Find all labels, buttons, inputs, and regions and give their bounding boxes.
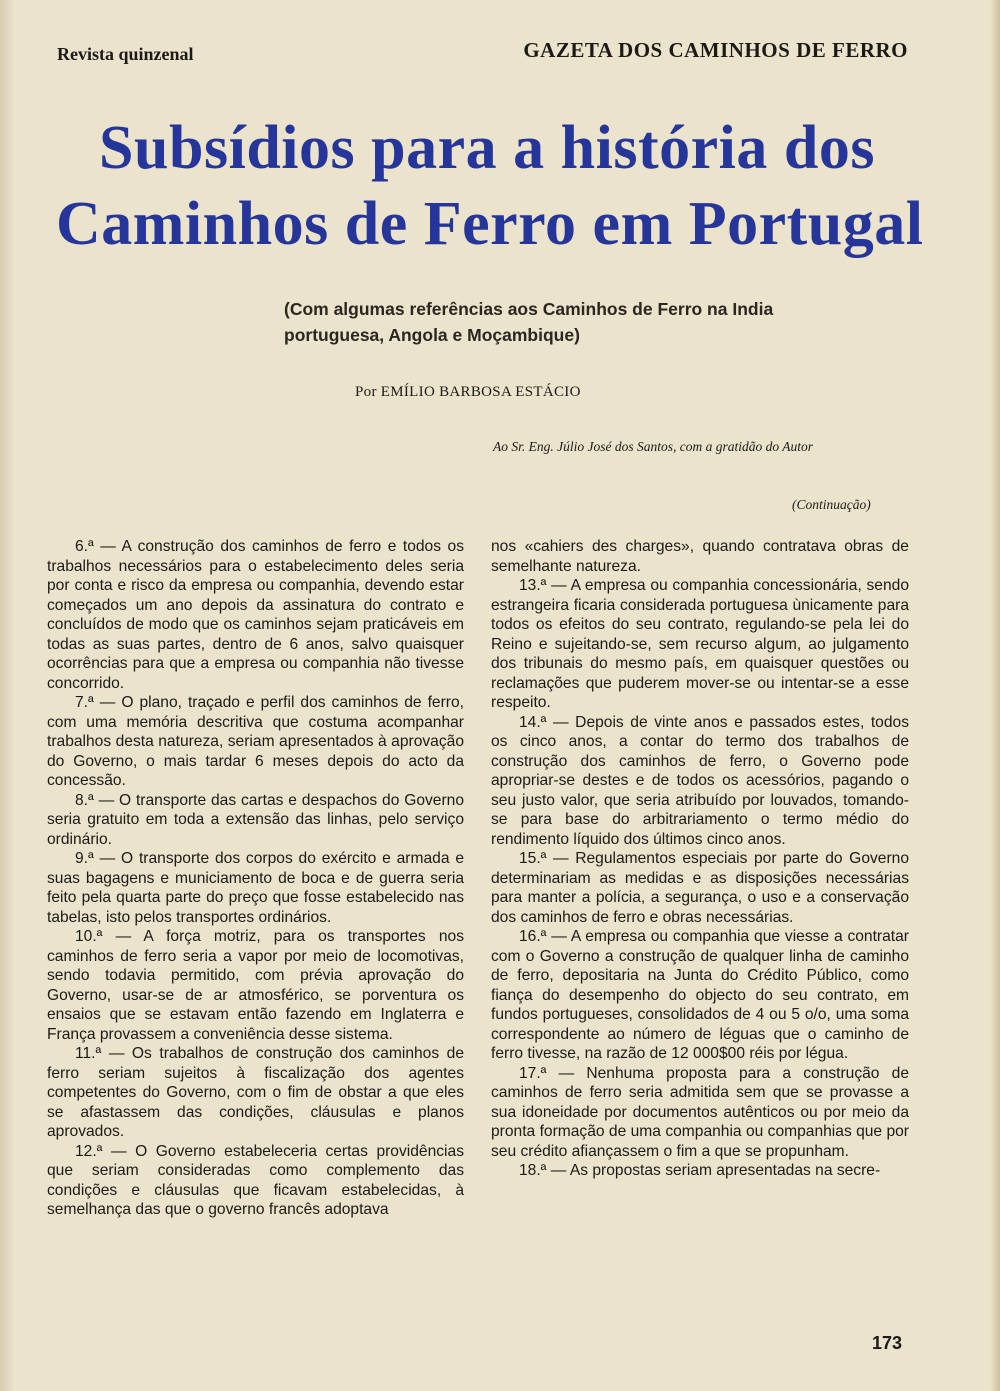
article-title-line-1: Subsídios para a história dos (99, 114, 875, 182)
clause-paragraph: 7.ª — O plano, traçado e perfil dos caminhos de ferro, com uma memória descritiva que costuma acompanhar trabalhos desta natureza, seriam apresentados à aprovação do Governo, o mais tardar 6 meses depois do acto da concessão. (47, 694, 464, 789)
author-byline: Por EMÍLIO BARBOSA ESTÁCIO (355, 384, 581, 400)
clause-paragraph: 6.ª — A construção dos caminhos de ferro e todos os trabalhos necessários para o estabelecimento deles seria por conta e risco da empresa ou companhia, devendo estar começados um ano depois da assinatura do contrato e concluídos de modo que os caminhos sejam praticáveis em todas as suas partes, dentro de 6 anos, salvo quaisquer ocorrências para que a empresa ou companhia não tivesse concorrido. (47, 538, 464, 692)
article-title-line-2: Caminhos de Ferro em Portugal (56, 190, 924, 258)
clause-paragraph: 18.ª — As propostas seriam apresentadas na secre- (519, 1162, 881, 1179)
running-header-left: Revista quinzenal (57, 44, 194, 64)
clause-paragraph: 8.ª — O transporte das cartas e despachos do Governo seria gratuito em toda a extensão das linhas, pelo serviço ordinário. (47, 791, 464, 848)
article-subtitle-line-1: (Com algumas referências aos Caminhos de Ferro na India (284, 299, 774, 319)
clause-paragraph: 9.ª — O transporte dos corpos do exército e armada e suas bagagens e municiamento de boca e de guerra seria feito pela quarta parte do preço que fosse estabelecido nas tabelas, isto pelos transportes ordinários. (47, 850, 464, 926)
clause-paragraph: 11.ª — Os trabalhos de construção dos caminhos de ferro seriam sujeitos à fiscalização dos agentes competentes do Governo, com o fim de obstar a que eles se afastassem das condições, cláusulas e planos aprovados. (47, 1045, 464, 1140)
clause-paragraph: 17.ª — Nenhuma proposta para a construção de caminhos de ferro seria admitida sem que se provasse a sua idoneidade por documentos autênticos ou por meio da pronta formação de uma companhia ou companhias que por seu crédito afiançassem o fim a que se propunham. (491, 1064, 909, 1160)
clause-paragraph: 13.ª — A empresa ou companhia concessionária, sendo estrangeira ficaria considerada portuguesa ùnicamente para todos os efeitos do seu contrato, regulando-se pela lei do Reino e sujeitando-se, sem recurso algum, ao julgamento dos tribunais do mesmo país, em quaisquer questões ou reclamações que puderem mover-se ou intentar-se a esse respeito. (491, 577, 909, 711)
clause-paragraph: 12.ª — O Governo estabeleceria certas providências que seriam consideradas como complemento das condições e cláusulas que ficavam estabelecidas, à semelhança das que o governo francês adoptava (47, 1142, 464, 1218)
page-edge-shadow-left (0, 0, 14, 1391)
clause-paragraph: 14.ª — Depois de vinte anos e passados estes, todos os cinco anos, a contar do termo dos trabalhos de construção dos caminhos de ferro, o Governo pode apropriar-se destes e de todos os acessórios, pagando o seu justo valor, que seria atribuído por louvados, tomando-se para base do arbitrariamento o termo médio do rendimento líquido dos últimos cinco anos. (491, 713, 909, 848)
clause-paragraph: 10.ª — A força motriz, para os transportes nos caminhos de ferro seria a vapor por meio de locomotivas, sendo todavia permitido, com prévia aprovação do Governo, usar-se de ar atmosférico, se porventura os ensaios que se estavam então fazendo em Inglaterra e França provassem a conveniência desse sistema. (47, 928, 464, 1043)
clause-paragraph: 16.ª — A empresa ou companhia que viesse a contratar com o Governo a construção de qualquer linha de caminho de ferro, depositaria na Junta do Crédito Público, como fiança do desempenho do objecto do seu contrato, em fundos portugueses, consolidados de 4 ou 5 o/o, uma soma correspondente ao número de léguas que o caminho de ferro tivesse, na razão de 12 000$00 réis por légua. (491, 928, 909, 1062)
article-title (56, 110, 924, 262)
page-number: 173 (872, 1333, 903, 1353)
article-subtitle-line-2: portuguesa, Angola e Moçambique) (284, 325, 580, 345)
text-column-right (491, 537, 909, 1181)
article-subtitle (284, 296, 914, 348)
clause-continuation: nos «cahiers des charges», quando contratava obras de semelhante natureza. (491, 538, 909, 575)
clause-paragraph: 15.ª — Regulamentos especiais por parte do Governo determinariam as medidas e as disposições necessárias para manter a polícia, a segurança, o uso e a conservação dos caminhos de ferro e obras necessárias. (491, 850, 909, 926)
page-edge-shadow-right (990, 0, 1000, 1391)
dedication: Ao Sr. Eng. Júlio José dos Santos, com a gratidão do Autor (493, 439, 813, 454)
text-column-left (47, 537, 464, 1220)
running-header-right: GAZETA DOS CAMINHOS DE FERRO (523, 38, 908, 62)
continuation-note: (Continuação) (792, 497, 871, 512)
